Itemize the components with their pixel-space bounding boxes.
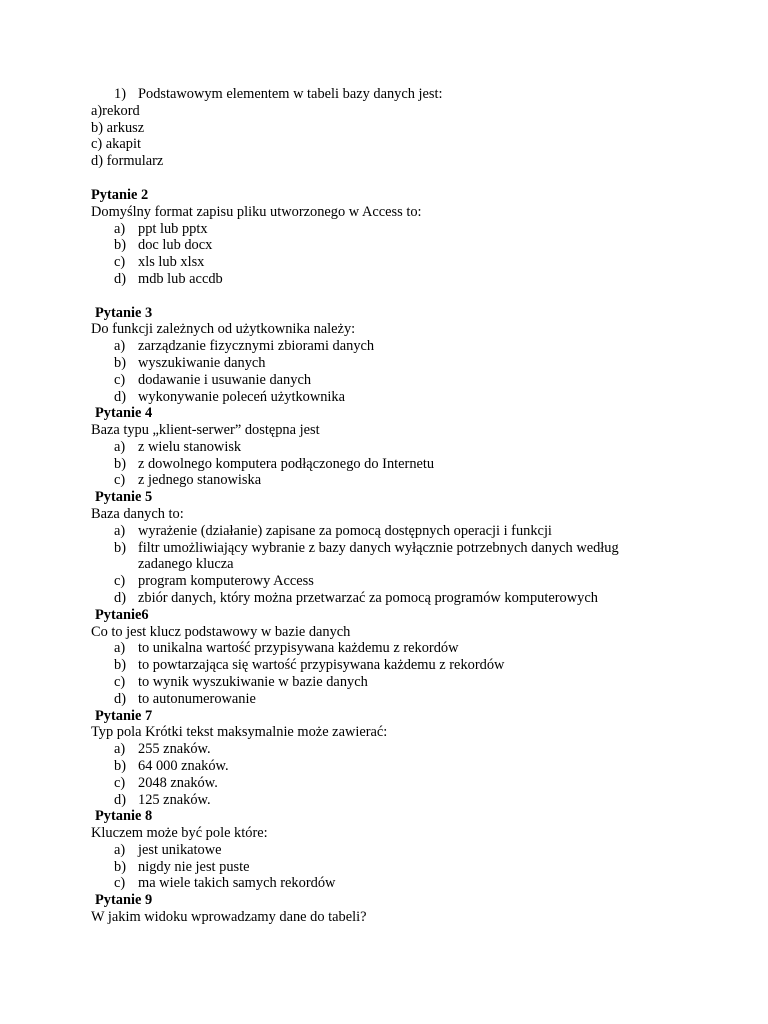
- option-text: dodawanie i usuwanie danych: [138, 372, 312, 388]
- option-label: c): [114, 674, 126, 690]
- question-prompt: Do funkcji zależnych od użytkownika należy:: [91, 321, 356, 337]
- option-label: c): [114, 472, 126, 488]
- option-label: a): [114, 221, 126, 237]
- option-text: wyrażenie (działanie) zapisane za pomocą dostępnych operacji i funkcji: [138, 523, 552, 539]
- option-text: mdb lub accdb: [138, 271, 223, 287]
- option-text: 64 000 znaków.: [138, 758, 229, 774]
- option-label: c): [114, 254, 126, 270]
- option-label: d): [114, 389, 126, 405]
- question-prompt: Typ pola Krótki tekst maksymalnie może zawierać:: [91, 724, 388, 740]
- option-label: d): [114, 792, 126, 808]
- question-title: Pytanie6: [95, 607, 149, 623]
- option-label: a): [114, 842, 126, 858]
- option-text: 125 znaków.: [138, 792, 211, 808]
- option-label: c): [114, 573, 126, 589]
- question-prompt: W jakim widoku wprowadzamy dane do tabeli?: [91, 909, 367, 925]
- question-title: Pytanie 8: [95, 808, 153, 824]
- question-prompt: Baza typu „klient-serwer” dostępna jest: [91, 422, 320, 438]
- option-text: z jednego stanowiska: [138, 472, 262, 488]
- option-label: d): [114, 590, 126, 606]
- option-text: jest unikatowe: [138, 842, 222, 858]
- option-text: doc lub docx: [138, 237, 213, 253]
- option-label: a): [114, 523, 126, 539]
- option-text: z wielu stanowisk: [138, 439, 242, 455]
- option-label: a): [114, 640, 126, 656]
- option-text: filtr umożliwiający wybranie z bazy danych wyłącznie potrzebnych danych według: [138, 540, 619, 556]
- question-title: Pytanie 9: [95, 892, 153, 908]
- option-text: z dowolnego komputera podłączonego do Internetu: [138, 456, 435, 472]
- option-label: b): [114, 540, 126, 556]
- answer-option: b) arkusz: [91, 120, 145, 136]
- question-title: Pytanie 2: [91, 187, 149, 203]
- option-label: a): [114, 741, 126, 757]
- option-label: c): [114, 775, 126, 791]
- option-text: zbiór danych, który można przetwarzać za pomocą programów komputerowych: [138, 590, 598, 606]
- option-label: c): [114, 372, 126, 388]
- question-title: Pytanie 4: [95, 405, 153, 421]
- option-text: to autonumerowanie: [138, 691, 256, 707]
- question-title: Pytanie 5: [95, 489, 153, 505]
- question-prompt: Podstawowym elementem w tabeli bazy danych jest:: [138, 86, 443, 102]
- option-label: c): [114, 875, 126, 891]
- option-text: program komputerowy Access: [138, 573, 314, 589]
- question-number: 1): [114, 86, 126, 102]
- option-text: 255 znaków.: [138, 741, 211, 757]
- question-title: Pytanie 3: [95, 305, 153, 321]
- option-text: zarządzanie fizycznymi zbiorami danych: [138, 338, 375, 354]
- option-label: a): [114, 439, 126, 455]
- option-label: b): [114, 657, 126, 673]
- question-prompt: Domyślny format zapisu pliku utworzonego w Access to:: [91, 204, 422, 220]
- option-text: ppt lub pptx: [138, 221, 208, 237]
- option-text: wykonywanie poleceń użytkownika: [138, 389, 346, 405]
- option-label: b): [114, 355, 126, 371]
- option-text: wyszukiwanie danych: [138, 355, 266, 371]
- option-text: to powtarzająca się wartość przypisywana każdemu z rekordów: [138, 657, 505, 673]
- question-prompt: Co to jest klucz podstawowy w bazie danych: [91, 624, 351, 640]
- question-prompt: Kluczem może być pole które:: [91, 825, 268, 841]
- option-text-continuation: zadanego klucza: [138, 556, 234, 572]
- option-label: d): [114, 271, 126, 287]
- option-text: to unikalna wartość przypisywana każdemu z rekordów: [138, 640, 459, 656]
- option-text: to wynik wyszukiwanie w bazie danych: [138, 674, 368, 690]
- option-text: ma wiele takich samych rekordów: [138, 875, 336, 891]
- option-label: a): [114, 338, 126, 354]
- option-text: xls lub xlsx: [138, 254, 205, 270]
- option-label: b): [114, 237, 126, 253]
- option-label: b): [114, 456, 126, 472]
- option-text: nigdy nie jest puste: [138, 859, 250, 875]
- question-prompt: Baza danych to:: [91, 506, 184, 522]
- answer-option: a)rekord: [91, 103, 140, 119]
- option-label: b): [114, 758, 126, 774]
- answer-option: c) akapit: [91, 136, 141, 152]
- option-label: d): [114, 691, 126, 707]
- option-text: 2048 znaków.: [138, 775, 218, 791]
- question-title: Pytanie 7: [95, 708, 153, 724]
- option-label: b): [114, 859, 126, 875]
- answer-option: d) formularz: [91, 153, 164, 169]
